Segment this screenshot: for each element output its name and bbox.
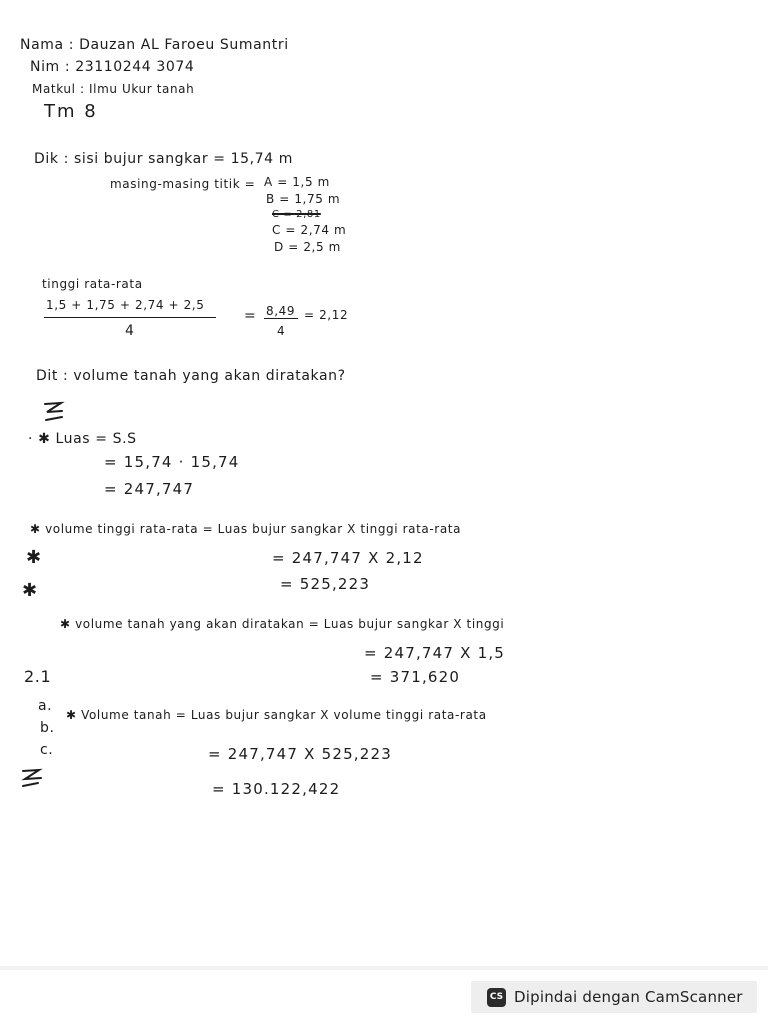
assignment-title: Tm 8 bbox=[44, 101, 98, 122]
option-a: a. bbox=[38, 698, 53, 714]
volume-mean-substitution: = 247,747 X 2,12 bbox=[272, 549, 424, 567]
crossed-out-value: C = 2,81 bbox=[272, 209, 321, 220]
given-point-b: B = 1,75 m bbox=[266, 192, 341, 206]
camscanner-watermark bbox=[471, 981, 757, 1013]
volume-level-substitution: = 247,747 X 1,5 bbox=[364, 644, 506, 662]
option-c: c. bbox=[40, 742, 54, 758]
volume-total-result: = 130.122,422 bbox=[212, 780, 341, 798]
fraction-bar-2 bbox=[264, 318, 298, 319]
mean-height-numerator: 1,5 + 1,75 + 2,74 + 2,5 bbox=[46, 298, 205, 312]
page-bottom-edge bbox=[0, 966, 768, 970]
volume-total-formula: ✱ Volume tanah = Luas bujur sangkar X volume tinggi rata-rata bbox=[66, 708, 487, 722]
mean-height-label: tinggi rata-rata bbox=[42, 277, 143, 291]
star-mark-1: ✱ bbox=[26, 547, 42, 568]
sum-numerator: 8,49 bbox=[266, 304, 296, 318]
scribble-mark-2 bbox=[20, 766, 46, 790]
volume-mean-formula: ✱ volume tinggi rata-rata = Luas bujur sangkar X tinggi rata-rata bbox=[30, 522, 462, 536]
volume-level-result: = 371,620 bbox=[370, 668, 461, 686]
given-points-label: masing-masing titik = bbox=[110, 177, 256, 191]
student-nim: Nim : 23110244 3074 bbox=[30, 59, 195, 75]
mean-height-denominator: 4 bbox=[125, 323, 135, 339]
question-number: 2.1 bbox=[24, 667, 52, 686]
volume-mean-result: = 525,223 bbox=[280, 575, 371, 593]
volume-total-substitution: = 247,747 X 525,223 bbox=[208, 745, 393, 763]
given-point-a: A = 1,5 m bbox=[264, 175, 330, 189]
volume-level-formula: ✱ volume tanah yang akan diratakan = Luas bujur sangkar X tinggi bbox=[60, 617, 505, 631]
option-b: b. bbox=[40, 720, 55, 736]
sum-denominator: 4 bbox=[277, 324, 286, 338]
given-point-d: D = 2,5 m bbox=[274, 240, 341, 254]
camscanner-logo-icon: CS bbox=[487, 988, 506, 1007]
given-side: Dik : sisi bujur sangkar = 15,74 m bbox=[34, 151, 293, 167]
equals-sign: = bbox=[244, 308, 257, 324]
question-asked: Dit : volume tanah yang akan diratakan? bbox=[36, 368, 346, 384]
area-result: = 247,747 bbox=[104, 480, 195, 498]
student-name: Nama : Dauzan AL Faroeu Sumantri bbox=[20, 37, 289, 53]
star-mark-2: ✱ bbox=[22, 580, 38, 601]
course-name: Matkul : Ilmu Ukur tanah bbox=[32, 82, 195, 96]
camscanner-text: Dipindai dengan CamScanner bbox=[514, 988, 743, 1006]
area-formula: · ✱ Luas = S.S bbox=[28, 431, 137, 447]
area-substitution: = 15,74 · 15,74 bbox=[104, 453, 240, 471]
fraction-bar bbox=[44, 317, 216, 318]
scribble-mark bbox=[42, 400, 66, 424]
given-point-c: C = 2,74 m bbox=[272, 223, 347, 237]
mean-height-result: = 2,12 bbox=[304, 308, 349, 322]
